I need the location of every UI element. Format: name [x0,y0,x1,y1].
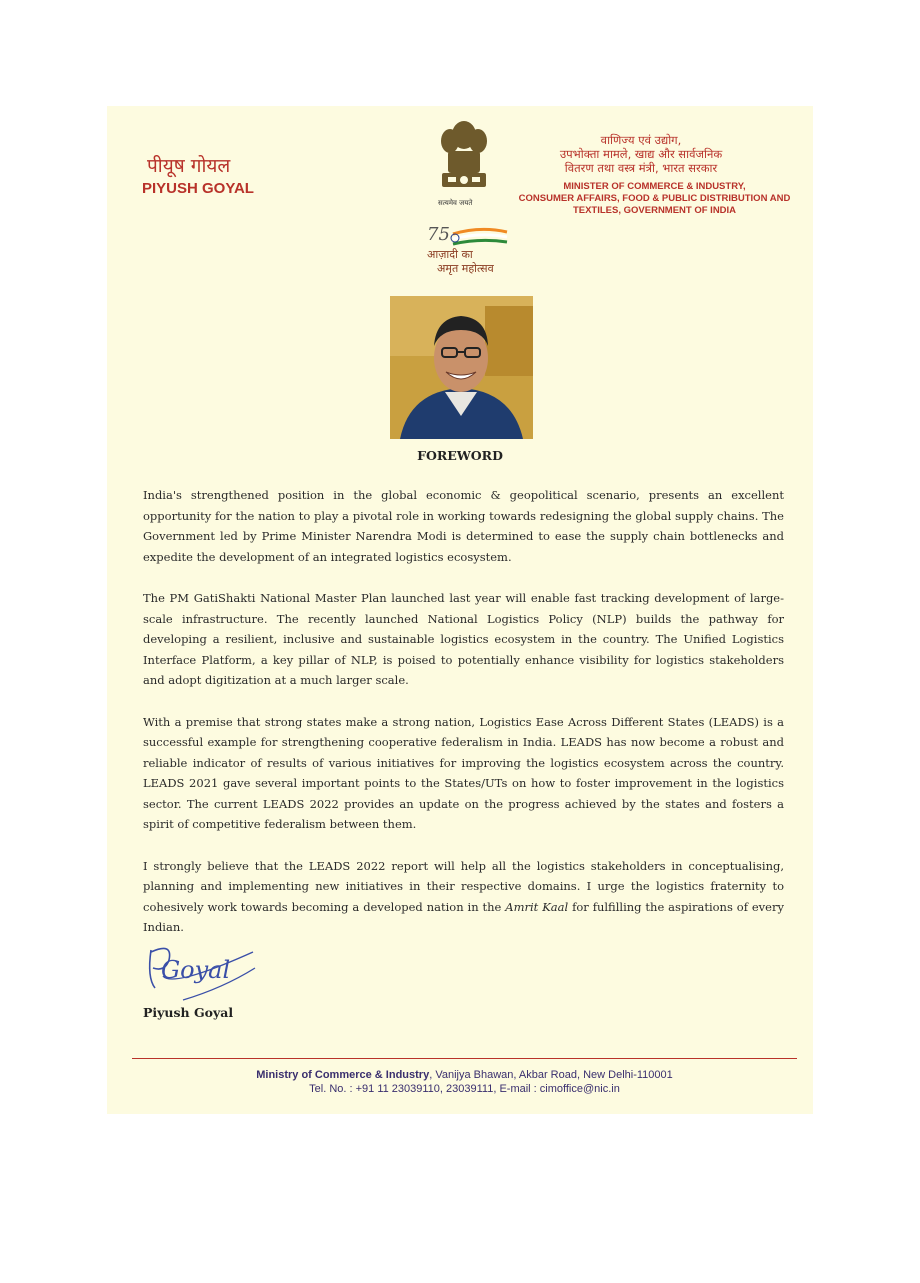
footer-divider [132,1058,797,1059]
paragraph-emphasis: Amrit Kaal [505,899,569,914]
title-english-line: TEXTILES, GOVERNMENT OF INDIA [572,205,737,216]
azadi-ka-amrit-mahotsav-logo-icon [425,224,515,276]
paragraph-text: for fulfilling the aspirations of every Indian. [143,899,784,934]
footer-ministry: Ministry of Commerce & Industry [256,1069,430,1081]
svg-text:अमृत महोत्सव: अमृत महोत्सव [437,262,494,275]
signature [143,938,263,1004]
footer-address-line [132,1068,797,1082]
minister-title-english [512,181,797,217]
title-english-line: CONSUMER AFFAIRS, FOOD & PUBLIC DISTRIBUTION AND [518,193,791,204]
title-hindi-line: वितरण तथा वस्त्र मंत्री, भारत सरकार [564,161,718,175]
national-emblem-icon [436,115,492,209]
paragraph: India's strengthened position in the global economic & geopolitical scenario, presents an excellent opportunity for the nation to play a pivotal role in working towards redesigning the global supply chains. The Government led by Prime Minister Narendra Modi is determined to ease the supply chain bottlenecks and expedite the development of an integrated logistics ecosystem. [143,488,784,564]
title-hindi-line: उपभोक्ता मामले, खाद्य और सार्वजनिक [559,147,723,161]
minister-portrait [390,296,533,439]
svg-text:आज़ादी का: आज़ादी का [427,248,473,261]
page-title: FOREWORD [417,448,503,463]
title-hindi-line: वाणिज्य एवं उद्योग, [600,133,682,147]
paragraph: With a premise that strong states make a strong nation, Logistics Ease Across Different States (LEADS) is a successful example for strengthening cooperative federalism in India. LEADS has now become a robust and reliable indicator of results of various initiatives for improving the logistics ecosystem across the country. LEADS 2021 gave several important points to the States/UTs on how to foster improvement in the logistics sector. The current LEADS 2022 provides an update on the progress achieved by the states and fosters a spirit of competitive federalism between them. [143,714,784,831]
signature-text: Goyal [161,956,231,984]
paragraph [143,856,784,938]
minister-title-hindi [518,133,764,175]
footer-contact: Tel. No. : +91 11 23039110, 23039111, E-mail : cimoffice@nic.in [309,1083,620,1095]
footer-address: , Vanijya Bhawan, Akbar Road, New Delhi-110001 [429,1069,673,1081]
signer-name: Piyush Goyal [143,1005,234,1020]
name-english: PIYUSH GOYAL [142,180,254,197]
footer [132,1068,797,1096]
emblem-motto: सत्यमेव जयते [438,199,473,207]
name-hindi: पीयूष गोयल [147,155,231,177]
foreword-body [143,485,784,959]
paragraph-text: I strongly believe that the LEADS 2022 report will help all the logistics stakeholders in conceptualising, planning and implementing new initiatives in their respective domains. I urge the logistics fraternity to cohesively work towards becoming a developed nation in the [143,858,784,914]
paragraph: The PM GatiShakti National Master Plan launched last year will enable fast tracking development of large-scale infrastructure. The recently launched National Logistics Policy (NLP) builds the pathway for developing a resilient, inclusive and sustainable logistics ecosystem in the country. The Unified Logistics Interface Platform, a key pillar of NLP, is poised to potentially enhance visibility for logistics stakeholders and adopt digitization at a much larger scale. [143,591,784,687]
svg-text:75: 75 [427,224,450,245]
title-english-line: MINISTER OF COMMERCE & INDUSTRY, [563,181,746,192]
